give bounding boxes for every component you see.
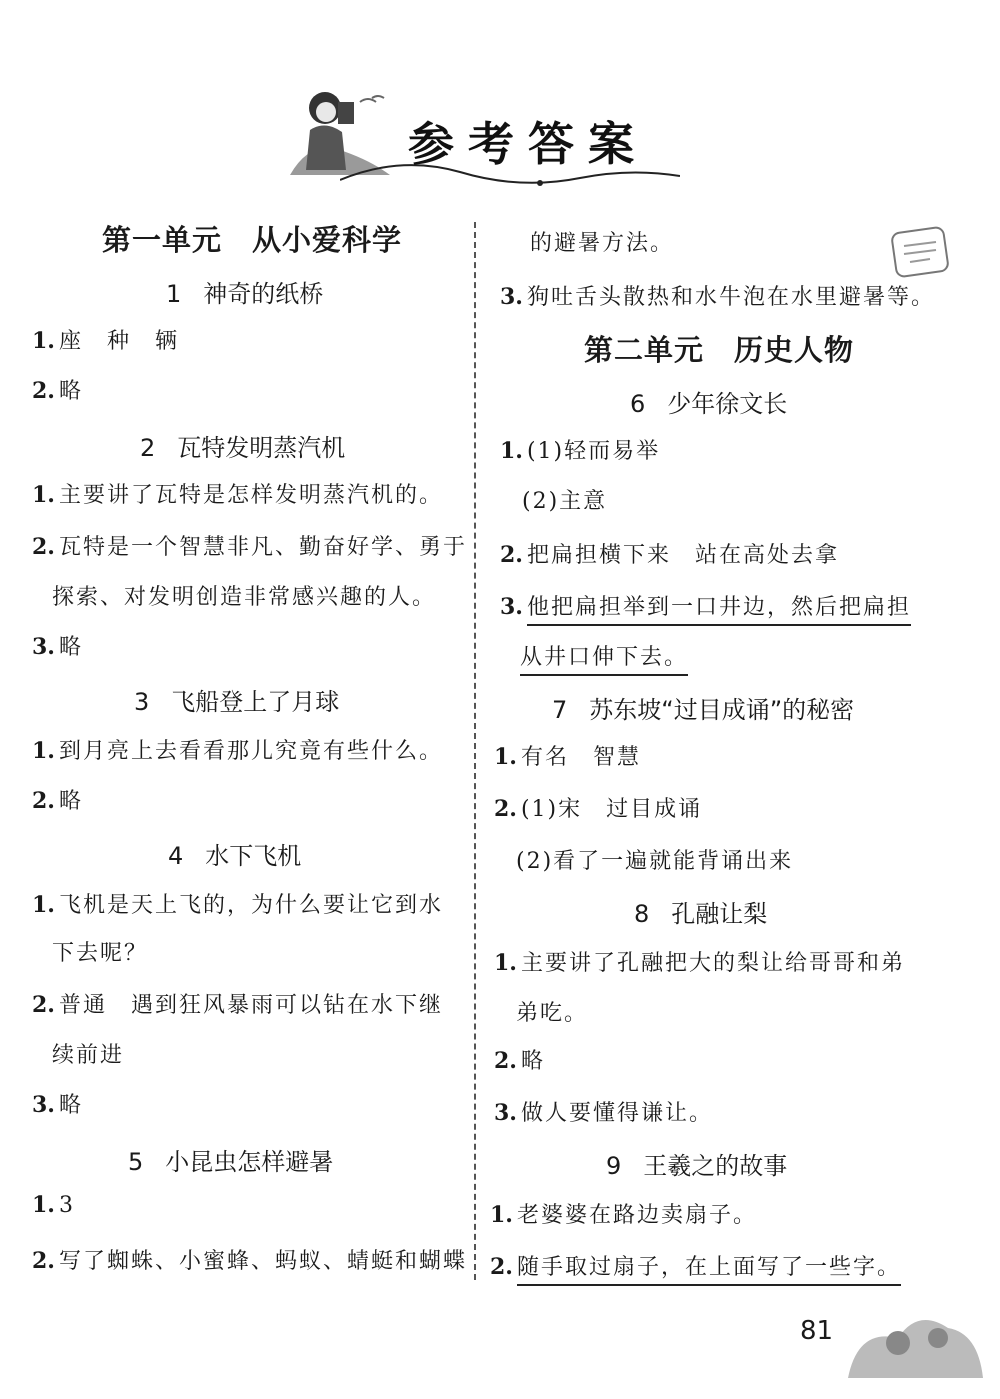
- answer-line: 3. 做人要懂得谦让。: [494, 1100, 713, 1126]
- page-number: 81: [800, 1316, 834, 1346]
- answer-line: 2. 略: [32, 788, 83, 814]
- lesson-heading: 4 水下飞机: [168, 842, 302, 870]
- unit-heading: 第二单元 历史人物: [584, 333, 855, 367]
- answer-line: 2. 写了蜘蛛、小蜜蜂、蚂蚁、蜻蜓和蝴蝶: [32, 1248, 467, 1274]
- corner-decoration-icon: [838, 1298, 988, 1388]
- answer-line: 1. 老婆婆在路边卖扇子。: [490, 1202, 757, 1228]
- underlined-answer: 随手取过扇子，在上面写了一些字。: [517, 1255, 901, 1286]
- answer-line: 3. 略: [32, 634, 83, 660]
- answer-line: (2)主意: [522, 489, 608, 514]
- stamp-icon: [890, 224, 950, 280]
- unit-heading: 第一单元 从小爱科学: [102, 223, 403, 257]
- answer-line: (2)看了一遍就能背诵出来: [516, 849, 794, 874]
- answer-line: 1. 3: [32, 1192, 75, 1218]
- answer-line: 续前进: [52, 1043, 125, 1068]
- answer-line: 2. 普通 遇到狂风暴雨可以钻在水下继: [32, 992, 443, 1018]
- answer-line: 2. 略: [32, 378, 83, 404]
- answer-line: [520, 640, 688, 671]
- answer-line: 弟吃。: [516, 1001, 589, 1026]
- answer-line: 2. 随手取过扇子，在上面写了一些字。: [490, 1250, 901, 1281]
- answer-line: 下去呢？: [52, 941, 149, 966]
- answer-line: 的避暑方法。: [530, 231, 675, 256]
- answer-line: 探索、对发明创造非常感兴趣的人。: [52, 585, 437, 610]
- answer-line: 1. 有名 智慧: [494, 744, 641, 770]
- answer-line: 1. 主要讲了瓦特是怎样发明蒸汽机的。: [32, 482, 443, 508]
- page-title: 参考答案: [408, 117, 648, 171]
- answer-line: 2. 略: [494, 1048, 545, 1074]
- answer-line: 1. 主要讲了孔融把大的梨让给哥哥和弟: [494, 950, 905, 976]
- answer-line: 1. (1)轻而易举: [500, 438, 661, 464]
- lesson-heading: 8 孔融让梨: [634, 900, 768, 928]
- answer-line: 2. (1)宋 过目成诵: [494, 796, 703, 822]
- lesson-heading: 5 小昆虫怎样避暑: [128, 1148, 334, 1176]
- lesson-heading: 6 少年徐文长: [630, 390, 788, 418]
- lesson-heading: 2 瓦特发明蒸汽机: [140, 434, 346, 462]
- underlined-answer: 从井口伸下去。: [520, 645, 688, 676]
- answer-line: 1. 到月亮上去看看那儿究竟有些什么。: [32, 738, 443, 764]
- lesson-heading: 9 王羲之的故事: [606, 1152, 788, 1180]
- answer-line: 2. 瓦特是一个智慧非凡、勤奋好学、勇于: [32, 534, 467, 560]
- lesson-heading: 7 苏东坡“过目成诵”的秘密: [552, 696, 855, 724]
- answer-line: 3. 他把扁担举到一口井边，然后把扁担: [500, 590, 911, 621]
- answer-line: 1. 飞机是天上飞的，为什么要让它到水: [32, 892, 443, 918]
- answer-line: 3. 狗吐舌头散热和水牛泡在水里避暑等。: [500, 284, 935, 310]
- answer-line: 3. 略: [32, 1092, 83, 1118]
- answer-line: 1. 座 种 辆: [32, 328, 179, 354]
- answer-line: 2. 把扁担横下来 站在高处去拿: [500, 542, 839, 568]
- page-header: [280, 80, 680, 190]
- lesson-heading: 3 飞船登上了月球: [134, 688, 340, 716]
- column-divider: [474, 222, 476, 1280]
- underlined-answer: 他把扁担举到一口井边，然后把扁担: [527, 595, 911, 626]
- lesson-heading: 1 神奇的纸桥: [166, 280, 324, 308]
